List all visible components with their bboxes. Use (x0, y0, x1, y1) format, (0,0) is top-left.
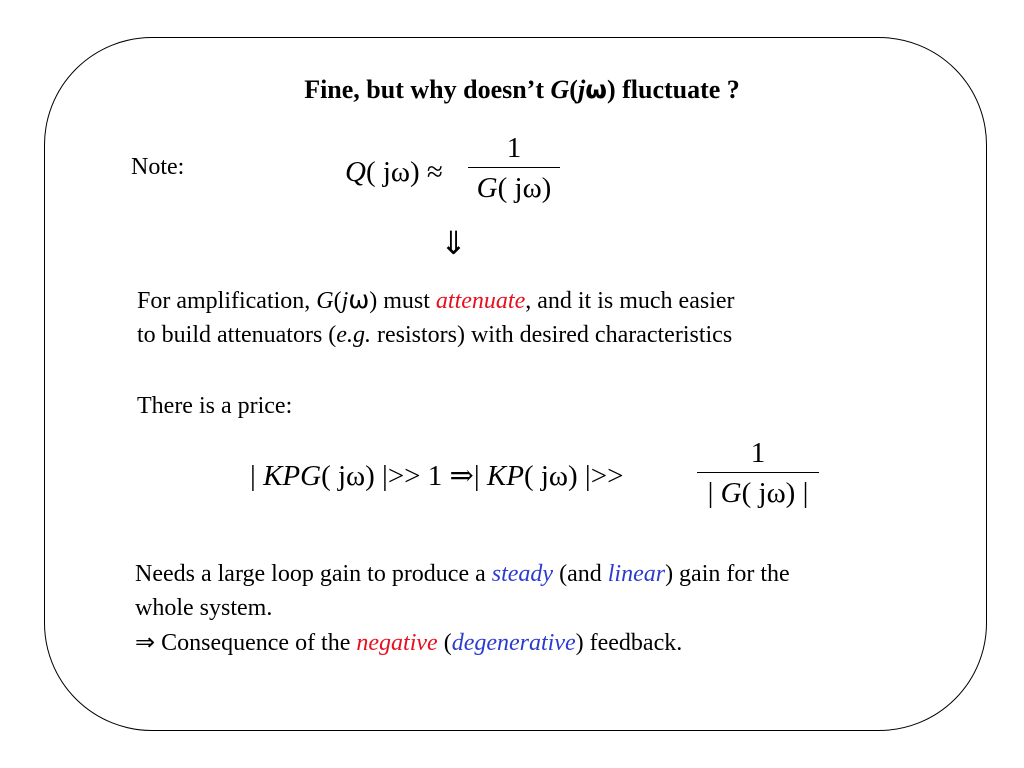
note-label: Note: (131, 154, 185, 180)
para2-line3-a: Consequence of the (155, 630, 357, 656)
para1-text-a: For amplification, (137, 288, 317, 314)
eq2-KP: KP (486, 460, 524, 492)
eq2-den-G: G (720, 477, 742, 509)
eq2-arg2: ( jω) |>> (523, 460, 624, 492)
para2-text-c: ) gain for the (665, 561, 790, 587)
para1-eg: e.g. (336, 322, 371, 348)
eq1-Q: Q (345, 156, 366, 188)
para1-line1 (137, 283, 735, 318)
para2-line3 (135, 625, 790, 660)
para2-line2: whole system. (135, 595, 273, 621)
eq1-lhs-arg: ( jω) ≈ (365, 156, 443, 188)
eq2-den-bar: | (707, 477, 714, 509)
eq2-KPG: KPG (263, 460, 322, 492)
para2-line3-c: ) feedback. (575, 630, 683, 656)
equation-q-approx (345, 158, 443, 187)
eq2-numerator: 1 (750, 437, 766, 469)
slide-title (0, 74, 1024, 106)
para1-attenuate: attenuate (435, 288, 526, 314)
title-text-start: Fine, but why doesn’t (304, 75, 551, 104)
para2-steady: steady (491, 561, 554, 587)
eq2-denominator (697, 473, 819, 513)
para1-G: G (316, 288, 334, 314)
eq1-denominator (468, 168, 560, 208)
para1-text-b: ) must (369, 288, 436, 314)
para1-omega: ω (348, 285, 370, 314)
price-line: There is a price: (137, 393, 293, 419)
eq1-numerator: 1 (506, 132, 522, 164)
para2-negative: negative (356, 630, 438, 656)
para1-paren: ( (333, 288, 342, 314)
equation-loop-gain (250, 462, 623, 491)
para2-linear: linear (607, 561, 666, 587)
para2-text-a: Needs a large loop gain to produce a (135, 561, 492, 587)
title-paren: ( (569, 75, 578, 104)
para1-line2-b: resistors) with desired characteristics (370, 322, 733, 348)
title-text-end: ) fluctuate ? (606, 75, 740, 104)
para1-j: j (341, 288, 349, 314)
eq2-fraction (697, 436, 819, 513)
double-down-arrow: ⇓ (440, 224, 467, 262)
para2-degenerative: degenerative (451, 630, 576, 656)
para2-text-b: (and (553, 561, 608, 587)
para1-line2 (137, 318, 735, 352)
para1-text-c: , and it is much easier (525, 288, 735, 314)
eq1-den-G: G (476, 172, 498, 204)
eq1-den-arg: ( jω) (497, 172, 552, 204)
eq2-left-bar: | (250, 460, 256, 492)
title-j: j (577, 75, 586, 104)
paragraph-loop-gain (135, 557, 790, 660)
para2-line3-b: ( (437, 630, 452, 656)
implies-arrow-icon: ⇒ (135, 628, 156, 656)
eq1-fraction (468, 131, 560, 208)
eq2-den-arg: ( jω) | (741, 477, 809, 509)
para2-line1 (135, 557, 790, 591)
para1-line2-a: to build attenuators ( (137, 322, 337, 348)
paragraph-amplification (137, 283, 735, 352)
title-omega: ω (585, 75, 607, 104)
title-G: G (550, 75, 570, 104)
eq2-arg1: ( jω) |>> 1 ⇒| (321, 460, 480, 492)
